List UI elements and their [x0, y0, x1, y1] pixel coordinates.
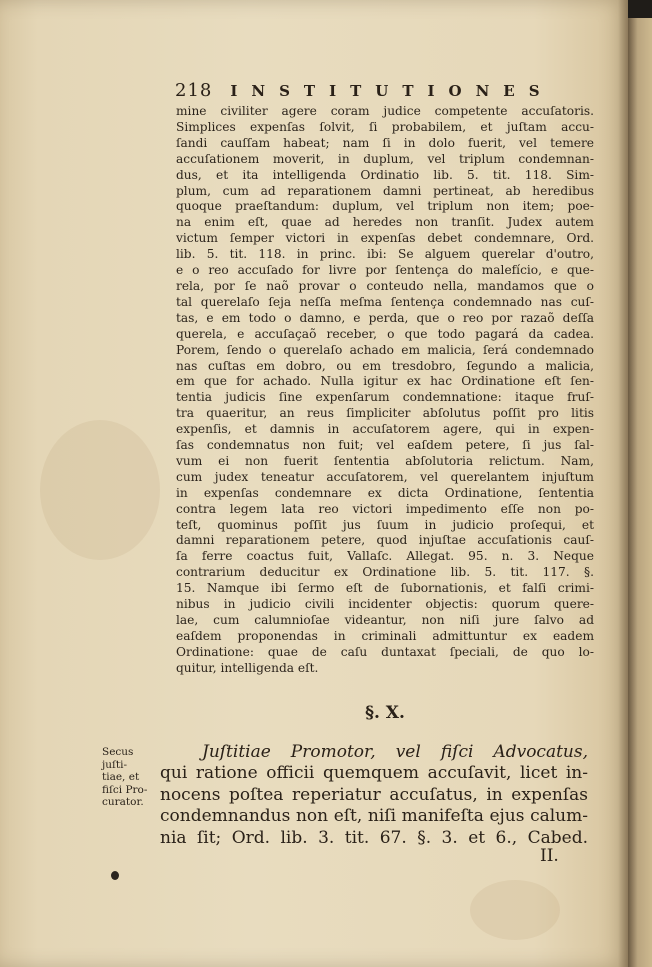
- body-line: contra legem lata reo victori impedimento eſſe non po-: [176, 501, 594, 516]
- body-line: eaſdem proponendas in criminali admittuntur ex eadem: [176, 628, 594, 643]
- section-line: qui ratione officii quemquem accuſavit, licet in-: [160, 763, 588, 784]
- body-line: teſt, quominus poſſit jus ſuum in judicio proſequi, et: [176, 517, 594, 532]
- body-line: nas cuſtas em dobro, ou em tresdobro, ſegundo a malicia,: [176, 358, 594, 373]
- body-line: dus, et ita intelligenda Ordinatio lib. 5. tit. 118. Sim-: [176, 167, 594, 182]
- body-line: in expenſas condemnare ex dicta Ordinatione, ſententia: [176, 485, 594, 500]
- body-line: na enim eſt, quae ad heredes non tranſit. Judex autem: [176, 215, 594, 230]
- body-line: lib. 5. tit. 118. in princ. ibi: Se alguem querelar d'outro,: [176, 247, 594, 262]
- body-line: Ordinatione: quae de caſu duntaxat ſpeciali, de quo lo-: [176, 644, 594, 659]
- body-line: ſa ferre coactus fuit, Vallaſc. Allegat. 95. n. 3. Neque: [176, 549, 594, 564]
- section-line: nocens poſtea reperiatur accuſatus, in expenſas: [160, 784, 588, 805]
- section-line: nia ſit; Ord. lib. 3. tit. 67. §. 3. et 6., Cabed.: [160, 827, 588, 848]
- page-number: 218: [175, 80, 213, 101]
- running-head: [175, 80, 595, 104]
- body-line: victum ſemper victori in expenſas debet condemnare, Ord.: [176, 231, 594, 246]
- body-line: lae, cum calumnioſae videantur, non niſi jure ſalvo ad: [176, 613, 594, 627]
- section-mark: §. X.: [365, 703, 405, 723]
- body-line: querela, e accuſaçaõ receber, o que todo pagará da cadea.: [176, 326, 594, 341]
- body-line: quoque praeſtandum: duplum, vel triplum non item; poe-: [176, 199, 594, 214]
- body-line: em que for achado. Nulla igitur ex hac Ordinatione eſt ſen-: [176, 374, 594, 389]
- margin-note: [102, 746, 162, 809]
- body-line: contrarium deducitur ex Ordinatione lib. 5. tit. 117. §.: [176, 565, 594, 580]
- section-text: [160, 742, 588, 849]
- body-line: nibus in judicio civili incidenter objectis: quorum quere-: [176, 597, 594, 612]
- body-line: e o reo accuſado for livre por ſentença do malefício, e que-: [176, 263, 594, 278]
- body-line: rela, por ſe naõ provar o conteudo nella, mandamos que o: [176, 278, 594, 293]
- section-line: condemnandus non eſt, niſi manifeſta ejus calum-: [160, 806, 588, 827]
- body-line: ſas condemnatus non fuit; vel eaſdem petere, ſi jus ſal-: [176, 438, 594, 453]
- body-line: tal querelaſo ſeja neſſa meſma ſentença condemnado nas cuſ-: [176, 294, 594, 309]
- margin-note-line: juſti-: [102, 758, 128, 771]
- body-line: ſandi cauſſam habeat; nam ſi in dolo fuerit, vel temere: [176, 135, 594, 150]
- body-line: plum, cum ad reparationem damni pertineat, ab heredibus: [176, 183, 594, 198]
- margin-note-line: fiſci Pro-: [102, 783, 148, 796]
- body-line: accuſationem moverit, in duplum, vel triplum condemnan-: [176, 151, 594, 166]
- paper-stain: [40, 420, 160, 560]
- body-line: 15. Namque ibi ſermo eſt de ſubornationis, et falſi crimi-: [176, 581, 594, 596]
- body-line: damni reparationem petere, quod injuſtae accuſationis cauſ-: [176, 533, 594, 548]
- catchword: II.: [540, 846, 559, 866]
- running-title: INSTITUTIONES: [230, 82, 554, 100]
- paper-stain: [470, 880, 560, 940]
- body-line: tas, e em todo o damno, e perda, que o reo por razaõ deſſa: [176, 310, 594, 325]
- body-line: mine civiliter agere coram judice competente accuſatoris.: [176, 104, 594, 118]
- margin-note-line: curator.: [102, 796, 144, 808]
- page-edge-shadow: [618, 0, 628, 967]
- margin-note-line: tiae, et: [102, 771, 140, 783]
- section-line: Juſtitiae Promotor, vel fiſci Advocatus,: [202, 742, 588, 762]
- body-text: [176, 104, 594, 677]
- body-line: quitur, intelligenda eſt.: [176, 660, 319, 675]
- next-page-edge: [628, 18, 652, 967]
- binding-hole: [111, 871, 119, 880]
- body-line: tentia judicis ſine expenſarum condemnatione: itaque fruſ-: [176, 390, 594, 405]
- body-line: vum ei non fuerit ſententia abſolutoria relictum. Nam,: [176, 453, 594, 468]
- body-line: cum judex teneatur accuſatorem, vel querelantem injuſtum: [176, 469, 594, 484]
- body-line: Porem, ſendo o querelaſo achado em malicia, ſerá condemnado: [176, 342, 594, 357]
- margin-note-line: Secus: [102, 746, 134, 758]
- body-line: Simplices expenſas ſolvit, ſi probabilem, et juſtam accu-: [176, 119, 594, 134]
- body-line: expenſis, et damnis in accuſatorem agere, qui in expen-: [176, 422, 594, 437]
- body-line: tra quaeritur, an reus ſimpliciter abſolutus poſſit pro litis: [176, 406, 594, 421]
